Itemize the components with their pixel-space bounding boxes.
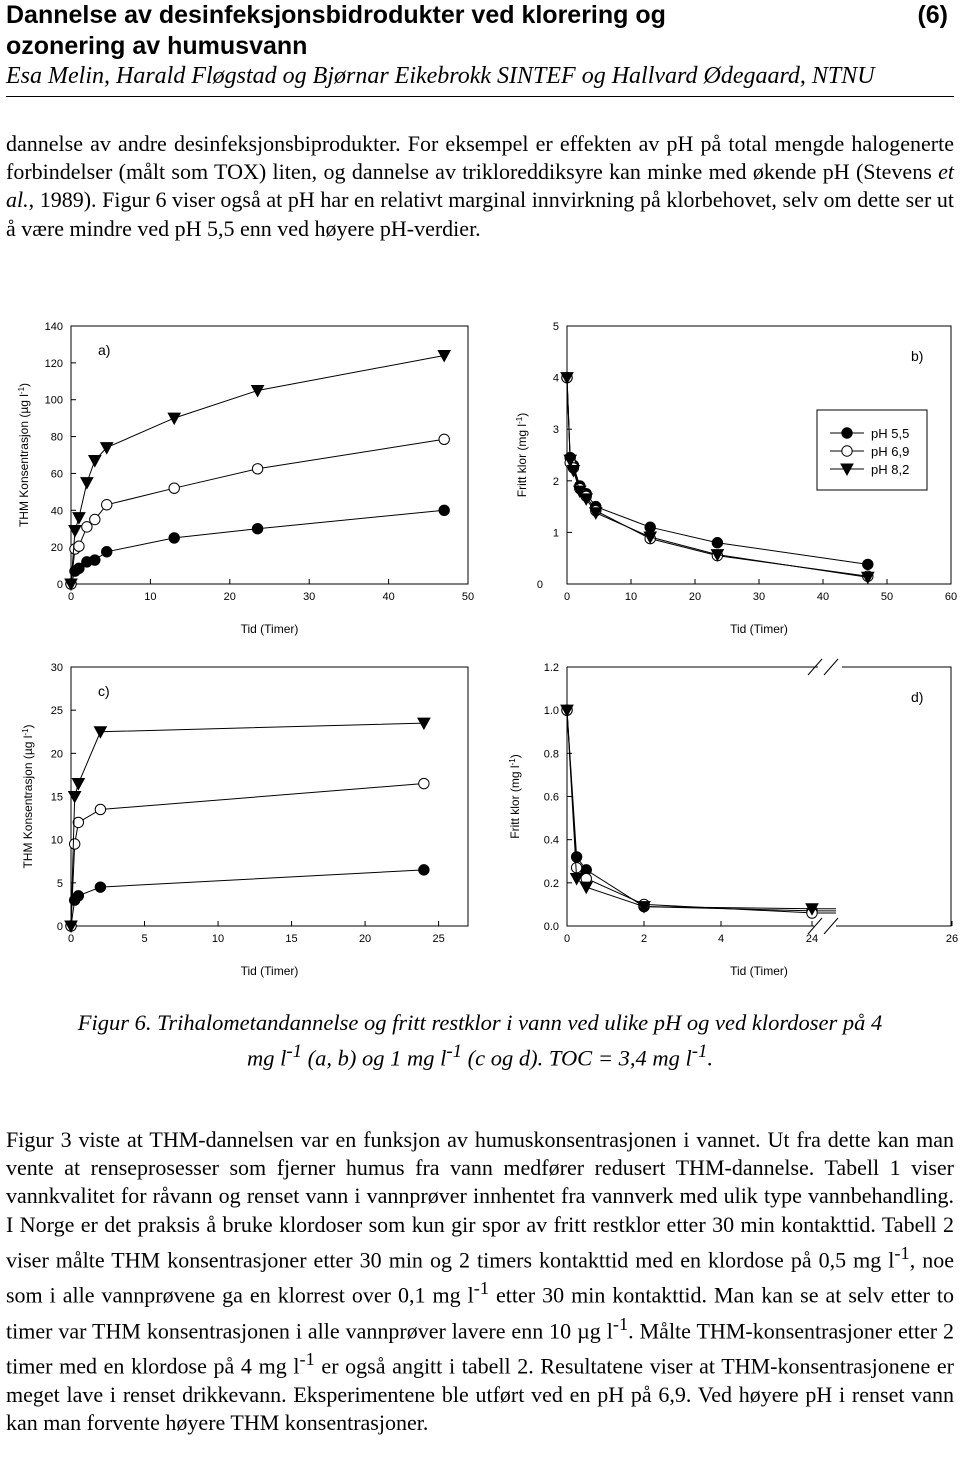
chart-d-axis-left-bottom <box>567 667 814 926</box>
chart-a-xtick-label: 20 <box>223 591 236 603</box>
chart-b-legend-label: pH 8,2 <box>871 462 910 477</box>
caption-end: . <box>707 1045 714 1071</box>
chart-a-data-point <box>90 514 100 524</box>
chart-c-ytick-label: 15 <box>50 791 63 804</box>
chart-c-ytick-label: 30 <box>50 662 63 674</box>
chart-b-xtick-label: 50 <box>880 591 894 603</box>
chart-b-xtick-label: 10 <box>624 591 638 603</box>
chart-b-ytick-label: 0 <box>536 579 543 591</box>
caption-cd: (c og d). TOC = 3,4 mg l <box>461 1045 692 1071</box>
chart-a-ytick-label: 60 <box>50 468 63 481</box>
title-line-2: ozonering av humusvann <box>6 32 308 60</box>
authors: Esa Melin, Harald Fløgstad og Bjørnar Eikebrokk SINTEF og Hallvard Ødegaard, NTNU <box>6 63 875 89</box>
chart-a-ytick-label: 100 <box>44 394 63 407</box>
chart-d-xtick-label: 4 <box>717 933 725 945</box>
chart-a-data-point <box>439 505 449 515</box>
chart-c-data-point <box>73 817 83 827</box>
chart-d-ytick-label: 1.0 <box>543 705 559 718</box>
body-text-2: , noe som i alle vannprøvene ga en klorrest over 0,1 mg l <box>6 1247 955 1308</box>
body-exp-1: -1 <box>894 1242 910 1263</box>
chart-b-legend-label: pH 6,9 <box>871 444 910 459</box>
chart-b-xtick-label: 0 <box>563 591 571 603</box>
chart-d-ytick-label: 0.6 <box>543 791 559 804</box>
chart-c-data-point <box>94 727 106 738</box>
chart-a-data-point <box>169 483 179 493</box>
page-header <box>6 0 954 90</box>
chart-d-panel-label: d) <box>911 689 924 705</box>
chart-d-ytick-label: 0.2 <box>543 877 559 890</box>
chart-a-series-line <box>71 439 444 584</box>
chart-a-ytick-label: 120 <box>44 357 63 370</box>
chart-a-xtick-label: 0 <box>67 591 75 603</box>
chart-b-panel-label: b) <box>911 348 924 364</box>
caption-line-1: Figur 6. Trihalometandannelse og fritt restklor i vann ved ulike pH og ved klordoser på 4 <box>77 1010 883 1035</box>
chart-a-xtick-label: 50 <box>461 591 475 603</box>
chart-b-xlabel: Tid (Timer) <box>730 622 788 636</box>
chart-d-axis-right <box>836 667 951 926</box>
chart-b-legend-marker <box>842 446 852 456</box>
chart-a-xtick-label: 10 <box>144 591 157 603</box>
caption-exp-1: -1 <box>286 1041 302 1062</box>
chart-a-ytick-label: 0 <box>56 579 63 591</box>
chart-a-data-point <box>252 464 262 474</box>
chart-b-legend-marker <box>842 428 852 438</box>
chart-c-xtick-label: 25 <box>432 933 445 945</box>
chart-a-panel-label: a) <box>98 342 111 358</box>
chart-a-data-point <box>168 413 180 424</box>
intro-text-italic: et al. <box>6 159 954 213</box>
intro-text-2: , 1989). Figur 6 viser også at pH har en relativt marginal innvirkning på klorbehovet, selv om dette ser ut å være mindre ved pH 5,5 enn ved høyere pH-verdier. <box>6 187 954 241</box>
chart-c-ylabel: THM Konsentrasjon (µg $l^{-1}$) <box>21 724 35 869</box>
chart-c-data-point <box>69 839 79 849</box>
chart-d-series-line <box>567 710 836 913</box>
chart-c-xtick-label: 15 <box>285 933 298 945</box>
chart-d-ytick-label: 0.4 <box>543 834 559 847</box>
body-text-5: er også angitt i tabell 2. Resultatene viser at THM-konsentrasjonene er meget lave i renset drikkevann. Eksperimentene ble utført ved en pH på 6,9. Ved høyere pH i renset vann kan man forvente høyere THM konsentrasjoner. <box>6 1353 954 1436</box>
chart-c-xtick-label: 20 <box>358 933 372 945</box>
chart-d-ytick-label: 0.0 <box>543 921 559 933</box>
chart-a-data-point <box>252 386 264 397</box>
chart-a-ytick-label: 140 <box>44 321 63 333</box>
title-line-1: Dannelse av desinfeksjonsbidrodukter ved klorering og <box>6 1 666 29</box>
chart-c-ytick-label: 10 <box>50 834 63 847</box>
chart-c-series-line <box>71 784 424 927</box>
body-exp-2: -1 <box>473 1278 490 1299</box>
chart-c-xlabel: Tid (Timer) <box>240 964 299 978</box>
chart-b-ylabel: Fritt klor (mg $l^{-1}$) <box>515 412 529 498</box>
chart-a-xlabel: Tid (Timer) <box>240 622 299 636</box>
chart-a-data-point <box>74 541 84 551</box>
chart-c-series-line <box>71 870 424 926</box>
chart-a-data-point <box>73 513 85 524</box>
chart-b-data-point <box>645 522 655 532</box>
body-exp-4: -1 <box>299 1349 315 1370</box>
chart-b-ytick-label: 2 <box>552 475 559 488</box>
chart-c-ytick-label: 5 <box>56 877 63 890</box>
chart-d-series-line <box>567 710 836 911</box>
chart-a-data-point <box>102 547 112 557</box>
intro-text-1: dannelse av andre desinfeksjonsbiprodukter. For eksempel er effekten av pH på total mengde halogenerte forbindelser (målt som TOX) liten, og dannelse av trikloreddiksyre kan minke med økende pH (Stevens <box>6 131 954 185</box>
chart-b-data-point <box>712 538 722 548</box>
chart-a-ytick-label: 20 <box>50 542 63 555</box>
chart-a-data-point <box>169 533 179 543</box>
chart-a-xtick-label: 30 <box>303 591 316 603</box>
chart-b-xtick-label: 30 <box>752 591 766 603</box>
chart-c-data-point <box>73 891 83 901</box>
chart-b-ytick-label: 5 <box>552 321 559 333</box>
chart-d-xtick-label: 24 <box>805 933 819 945</box>
chart-b-xtick-label: 20 <box>688 591 702 603</box>
chart-c-data-point <box>69 792 81 803</box>
header-divider <box>6 96 954 97</box>
chart-c-frame <box>71 667 468 926</box>
chart-a-xtick-label: 40 <box>382 591 395 603</box>
chart-a-data-point <box>439 434 449 444</box>
body-exp-3: -1 <box>612 1313 629 1334</box>
chart-c-series-line <box>71 723 424 926</box>
chart-a-data-point <box>252 524 262 534</box>
chart-c-xtick-label: 5 <box>141 933 148 945</box>
chart-b-ytick-label: 4 <box>552 372 559 385</box>
chart-d-xtick-label: 26 <box>945 933 959 945</box>
chart-a-data-point <box>90 555 100 565</box>
chart-a-ytick-label: 80 <box>50 431 63 444</box>
figure-6 <box>0 310 960 990</box>
chart-d-ylabel: Fritt klor (mg $l^{-1}$) <box>508 754 522 839</box>
chart-d-data-point <box>580 882 592 893</box>
chart-d-ytick-label: 0.8 <box>543 748 559 761</box>
chart-c-xtick-label: 0 <box>67 933 75 945</box>
chart-d-xlabel: Tid (Timer) <box>730 964 788 978</box>
chart-b-ytick-label: 3 <box>552 424 559 437</box>
chart-d-series-line <box>567 710 836 909</box>
caption-mg: mg l <box>246 1045 287 1071</box>
chart-d-xtick-label: 2 <box>640 933 648 945</box>
chart-b-xtick-label: 60 <box>944 591 958 603</box>
chart-c-data-point <box>419 778 429 788</box>
chart-a-ytick-label: 40 <box>50 505 63 518</box>
chart-d-ytick-label: 1.2 <box>543 662 559 674</box>
chart-c-panel-label: c) <box>98 683 110 699</box>
chart-d-xtick-label: 0 <box>563 933 571 945</box>
caption-exp-3: -1 <box>691 1041 708 1062</box>
caption-ab: (a, b) og 1 mg l <box>301 1045 447 1071</box>
body-text-4: . Målte THM-konsentrasjoner etter 2 timer med en klordose på 4 mg l <box>6 1318 954 1379</box>
body-paragraph <box>6 1126 954 1437</box>
chart-a-data-point <box>102 500 112 510</box>
header-title <box>6 0 954 62</box>
chart-c-data-point <box>95 882 105 892</box>
chart-c-data-point <box>95 804 105 814</box>
intro-paragraph <box>6 130 954 243</box>
figure-caption <box>60 1008 900 1073</box>
caption-exp-2: -1 <box>446 1041 462 1062</box>
chart-a-data-point <box>81 478 93 489</box>
chart-c-data-point <box>72 779 84 790</box>
chart-c-xtick-label: 10 <box>211 933 225 945</box>
chart-a-frame <box>71 326 468 584</box>
chart-b-xtick-label: 40 <box>816 591 830 603</box>
chart-a-data-point <box>89 456 101 467</box>
chart-a-ylabel: THM Konsentrasjon (µg $l^{-1}$) <box>17 382 31 528</box>
chart-b-legend-label: pH 5,5 <box>871 426 910 441</box>
page-number: (6) <box>917 1 948 29</box>
chart-c-ytick-label: 0 <box>56 921 63 933</box>
body-text-1: Figur 3 viste at THM-dannelsen var en funksjon av humuskonsentrasjonen i vannet. Ut fra dette kan man vente at renseprosesser som fjerner humus fra vann medfører redusert THM-dannelse. Tabell 1 viser vannkvalitet for råvann og renset vann i vannprøver innhentet fra vannverk med ulik type vannbehandling. I Norge er det praksis å bruke klordoser som kun gir spor av fritt restklor etter 30 min kontakttid. Tabell 2 viser målte THM konsentrasjoner etter 30 min og 2 timers kontakttid med en klordose på 0,5 mg l <box>6 1127 954 1273</box>
chart-c-data-point <box>419 865 429 875</box>
chart-b-ytick-label: 1 <box>552 527 559 540</box>
chart-c-ytick-label: 25 <box>50 705 63 718</box>
body-text-3: etter 30 min kontakttid. Man kan se at selv etter to timer var THM konsentrasjonen i alle vannprøver lavere enn 10 µg l <box>6 1282 954 1344</box>
chart-c-ytick-label: 20 <box>50 748 63 761</box>
chart-b-data-point <box>863 559 873 569</box>
chart-a-series-line <box>71 510 444 584</box>
